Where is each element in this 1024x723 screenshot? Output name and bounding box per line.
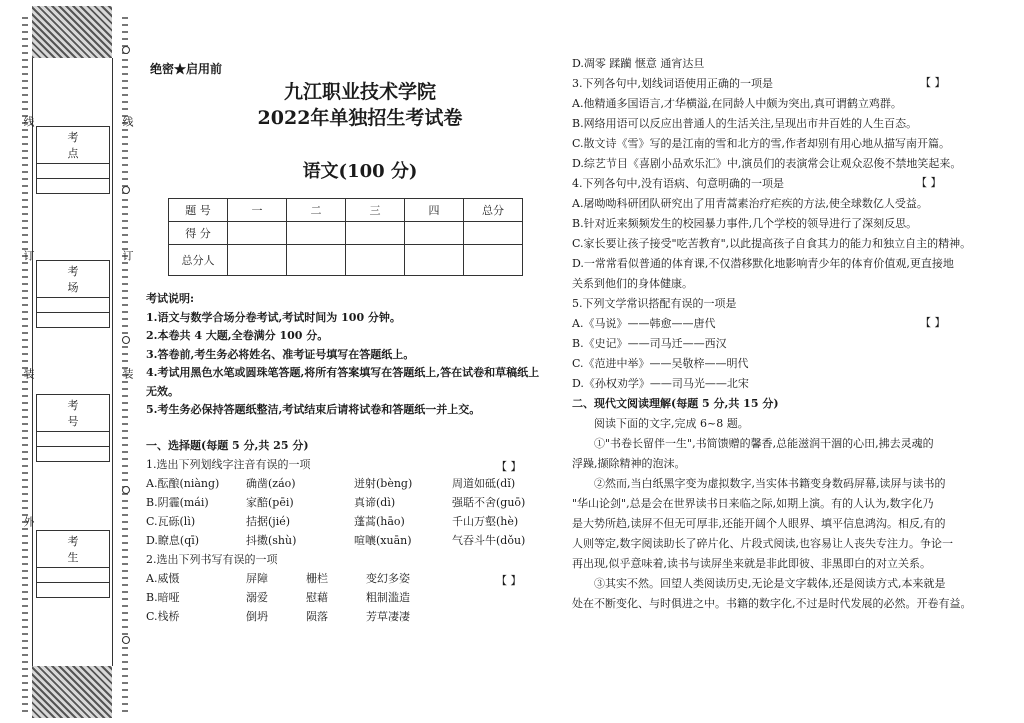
binding-mark-bind: 装: [121, 368, 134, 379]
exam-site-box: [36, 126, 110, 194]
exam-number-box: [36, 394, 110, 462]
question-2-stem: 2.选出下列书写有误的一项: [146, 553, 278, 566]
subject-title: 语文(100 分): [302, 161, 418, 182]
binding-hatch-bottom: [32, 666, 112, 718]
option-text: 强聒不舍(guō): [452, 496, 526, 509]
option-text: 慰藉: [306, 591, 328, 604]
exam-room-field[interactable]: [37, 298, 109, 313]
grader-cell[interactable]: [405, 245, 464, 276]
option-text: 拮据(jié): [246, 515, 291, 528]
binding-hole: [122, 636, 130, 644]
binding-line-right: [112, 58, 113, 666]
question-2-option-b[interactable]: [146, 588, 558, 607]
score-header-cell: 题 号: [169, 199, 228, 222]
exam-number-field[interactable]: [37, 432, 109, 447]
score-cell[interactable]: [287, 222, 346, 245]
reading-paragraph: ②然而,当白纸黑字变为虚拟数字,当实体书籍变身数码屏幕,读屏与读书的: [594, 477, 946, 490]
exam-room-box: [36, 260, 110, 328]
school-name: 九江职业技术学院: [283, 81, 436, 103]
instruction-item: 1.语文与数学合场分卷考试,考试时间为 100 分钟。: [146, 310, 401, 324]
option-text: 千山万壑(hè): [452, 515, 519, 528]
option-text: 家醅(pēi): [246, 496, 294, 509]
question-3-option[interactable]: A.他精通多国语言,才华横溢,在同龄人中颇为突出,真可谓鹤立鸡群。: [572, 97, 902, 110]
option-text: 确凿(záo): [246, 477, 296, 490]
reading-intro: 阅读下面的文字,完成 6~8 题。: [594, 417, 749, 430]
question-4-option[interactable]: B.针对近来频频发生的校园暴力事件,几个学校的领导进行了深刻反思。: [572, 217, 918, 230]
binding-mark-outer: 外: [22, 516, 35, 527]
candidate-box: [36, 530, 110, 598]
option-text: 迸射(bèng): [354, 477, 413, 490]
answer-bracket[interactable]: 【 】: [916, 176, 942, 189]
exam-room-label: 考场: [37, 261, 109, 298]
binding-hole: [122, 336, 130, 344]
reading-paragraph: ①"书卷长留伴一生",书简馈赠的馨香,总能滋润干涸的心田,拂去灵魂的: [594, 437, 934, 450]
option-text: 气吞斗牛(dǒu): [452, 534, 526, 547]
exam-room-field[interactable]: [37, 313, 109, 327]
binding-hole: [122, 46, 130, 54]
option-text: D.瞭息(qī): [146, 534, 200, 547]
instruction-item: 5.考生务必保持答题纸整洁,考试结束后请将试卷和答题纸一并上交。: [146, 403, 481, 416]
option-text: 屏障: [246, 572, 268, 585]
option-text: B.暗哑: [146, 591, 180, 604]
reading-paragraph: ③其实不然。回望人类阅读历史,无论是文字载体,还是阅读方式,本来就是: [594, 577, 946, 590]
score-cell[interactable]: [464, 222, 523, 245]
binding-line-left: [32, 58, 33, 666]
section-title: 一、选择题(每题 5 分,共 25 分): [146, 439, 309, 452]
question-5-option[interactable]: A.《马说》——韩愈——唐代: [572, 317, 716, 330]
option-text: 真谛(dì): [354, 496, 396, 509]
score-cell[interactable]: [405, 222, 464, 245]
grader-cell[interactable]: [346, 245, 405, 276]
question-4-stem: 4.下列各句中,没有语病、句意明确的一项是: [572, 177, 784, 190]
reading-paragraph: 是大势所趋,读屏不但无可厚非,还能开阔个人眼界、填平信息鸿沟。相反,有的: [572, 517, 946, 530]
binding-hole: [122, 486, 130, 494]
instruction-item: 2.本卷共 4 大题,全卷满分 100 分。: [146, 329, 329, 342]
option-text: 倒坍: [246, 610, 268, 623]
score-header-cell: 一: [228, 199, 287, 222]
question-1-option-c[interactable]: [146, 512, 558, 531]
candidate-field[interactable]: [37, 583, 109, 597]
question-4-option[interactable]: D.一常常看似普通的体育课,不仅潜移默化地影响青少年的体育价值观,更直接地: [572, 257, 954, 270]
binding-mark-line: 线: [22, 116, 35, 127]
score-cell[interactable]: [346, 222, 405, 245]
instruction-item: 3.答卷前,考生务必将姓名、准考证号填写在答题纸上。: [146, 347, 415, 361]
score-header-cell: 四: [405, 199, 464, 222]
option-text: A.酝酿(niàng): [146, 477, 220, 490]
question-5-option[interactable]: B.《史记》——司马迁——西汉: [572, 337, 727, 350]
reading-paragraph: 浮躁,撷除精神的泡沫。: [572, 457, 686, 470]
option-text: 陨落: [306, 610, 328, 623]
question-5-stem: 5.下列文学常识搭配有误的一项是: [572, 297, 737, 310]
reading-paragraph: 处在不断变化、与时俱进之中。书籍的数字化,不过是时代发展的必然。开卷有益。: [572, 597, 972, 610]
exam-site-field[interactable]: [37, 164, 109, 179]
option-text: C.栈桥: [146, 610, 180, 623]
question-2-option-c[interactable]: [146, 607, 558, 626]
score-row-label: 得 分: [169, 222, 228, 245]
answer-bracket[interactable]: 【 】: [920, 316, 946, 329]
binding-mark-bind: 装: [22, 368, 35, 379]
binding-strip: [22, 6, 132, 718]
candidate-label: 考生: [37, 531, 109, 568]
question-1-option-a[interactable]: [146, 474, 558, 493]
option-text: 粗制滥造: [366, 591, 410, 604]
score-header-cell: 三: [346, 199, 405, 222]
exam-title: 2022年单独招生考试卷: [257, 107, 463, 129]
question-4-option[interactable]: A.屠呦呦科研团队研究出了用青蒿素治疗疟疾的方法,使全球数亿人受益。: [572, 197, 928, 210]
option-text: 蓬蒿(hāo): [354, 515, 405, 528]
question-4-option-cont: 关系到他们的身体健康。: [572, 277, 693, 290]
reading-paragraph: 再出现,似乎意味着,读书与读屏坐来就是非此即彼、非黑即白的对立关系。: [572, 557, 931, 570]
grader-cell[interactable]: [464, 245, 523, 276]
binding-mark-line: 线: [121, 116, 134, 127]
question-1-stem: 1.选出下列划线字注音有误的一项: [146, 458, 311, 471]
instructions: [146, 290, 558, 420]
binding-hatch-top: [32, 6, 112, 58]
question-2-option-d[interactable]: D.凋零 蹂躏 惬意 通宵达旦: [572, 57, 705, 70]
binding-mark-order: 订: [121, 250, 134, 261]
score-header-cell: 二: [287, 199, 346, 222]
score-cell[interactable]: [228, 222, 287, 245]
question-1-option-b[interactable]: [146, 493, 558, 512]
answer-bracket[interactable]: 【 】: [496, 460, 522, 473]
option-text: 芳草凄凄: [366, 610, 410, 623]
option-text: 周道如砥(dǐ): [452, 477, 516, 490]
instructions-title: 考试说明:: [146, 292, 195, 305]
option-text: 栅栏: [306, 572, 328, 585]
option-text: C.瓦砾(lì): [146, 515, 196, 528]
answer-bracket[interactable]: 【 】: [496, 574, 522, 587]
answer-bracket[interactable]: 【 】: [920, 76, 946, 89]
question-3-option[interactable]: D.综艺节目《喜剧小品欢乐汇》中,演员们的表演常会让观众忍俊不禁地笑起来。: [572, 157, 962, 170]
option-text: 溺爱: [246, 591, 268, 604]
exam-site-field[interactable]: [37, 179, 109, 193]
option-text: 抖擞(shù): [246, 534, 297, 547]
section-title: 二、现代文阅读理解(每题 5 分,共 15 分): [572, 397, 779, 410]
option-text: 喧嚷(xuān): [354, 534, 412, 547]
score-table: [168, 198, 523, 276]
grader-row-label: 总分人: [169, 245, 228, 276]
reading-paragraph: "华山论剑",总是会在世界读书日来临之际,如期上演。有的人认为,数字化乃: [572, 497, 934, 510]
question-1-option-d[interactable]: [146, 531, 558, 550]
exam-number-label: 考号: [37, 395, 109, 432]
confidential-mark: 绝密★启用前: [150, 62, 223, 76]
reading-paragraph: 人则等定,数字阅读助长了碎片化、片段式阅读,也容易让人丧失专注力。争论一: [572, 537, 953, 550]
binding-mark-order: 订: [22, 250, 35, 261]
question-4-option[interactable]: C.家长要让孩子接受"吃苦教育",以此提高孩子自食其力的能力和独立自主的精神。: [572, 237, 972, 250]
question-5-option[interactable]: D.《孙权劝学》——司马光——北宋: [572, 377, 749, 390]
question-5-option[interactable]: C.《范进中举》——吴敬梓——明代: [572, 357, 749, 370]
binding-hole: [122, 186, 130, 194]
exam-number-field[interactable]: [37, 447, 109, 461]
question-3-option[interactable]: C.散文诗《雪》写的是江南的雪和北方的雪,作者却别有用心地从描写南开篇。: [572, 137, 951, 150]
instruction-item: 4.考试用黑色水笔或圆珠笔答题,将所有答案填写在答题纸上,答在试卷和草稿纸上: [146, 366, 540, 379]
score-header-cell: 总分: [464, 199, 523, 222]
grader-cell[interactable]: [287, 245, 346, 276]
option-text: 变幻多姿: [366, 572, 410, 585]
question-3-stem: 3.下列各句中,划线词语使用正确的一项是: [572, 77, 773, 90]
candidate-field[interactable]: [37, 568, 109, 583]
option-text: A.威慑: [146, 572, 180, 585]
right-column: [572, 54, 988, 614]
instruction-item: 无效。: [146, 384, 179, 398]
exam-site-label: 考点: [37, 127, 109, 164]
grader-cell[interactable]: [228, 245, 287, 276]
question-3-option[interactable]: B.网络用语可以反应出普通人的生活关注,呈现出市井百姓的人生百态。: [572, 117, 918, 130]
option-text: B.阴霾(mái): [146, 496, 209, 509]
